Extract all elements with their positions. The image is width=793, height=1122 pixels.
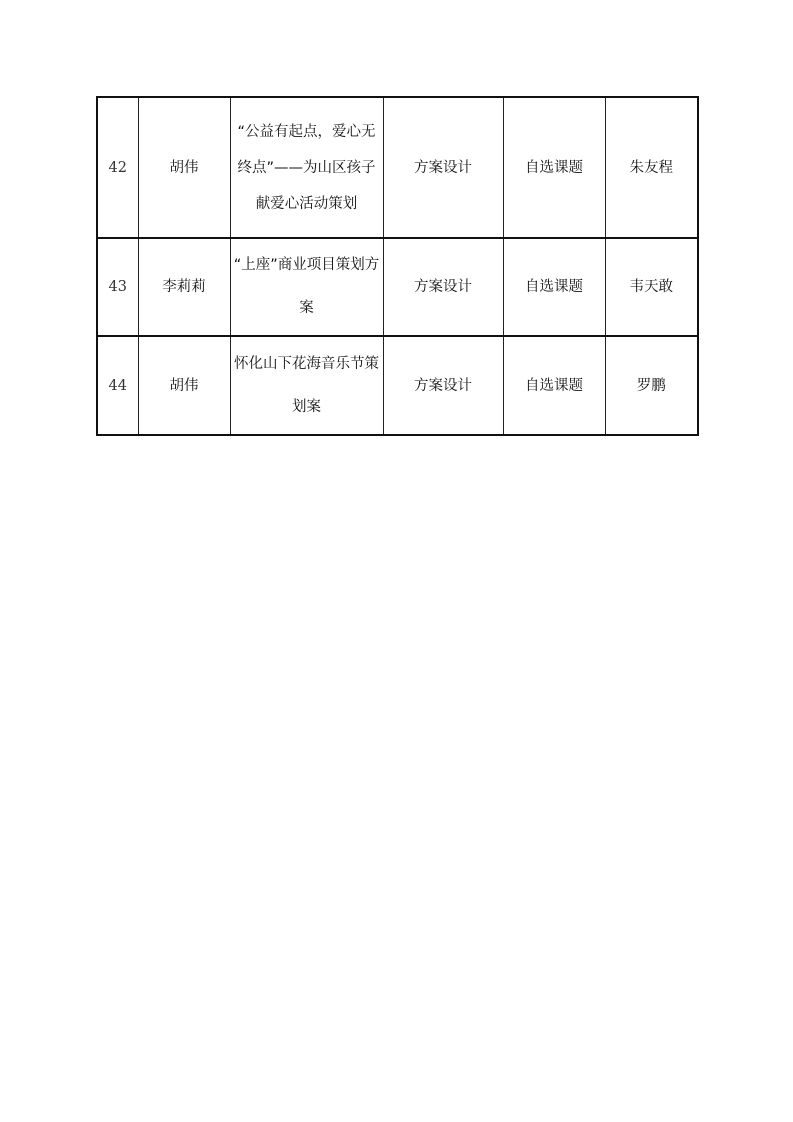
project-title-cell bbox=[230, 336, 383, 435]
project-title-text: “公益有起点，爱心无终点”——为山区孩子献爱心活动策划 bbox=[237, 123, 376, 212]
row-number-cell: 44 bbox=[97, 336, 138, 435]
table-row bbox=[97, 97, 698, 238]
project-title-cell bbox=[230, 238, 383, 336]
advisor-name-cell: 韦天敢 bbox=[605, 238, 698, 336]
student-name-cell: 李莉莉 bbox=[138, 238, 230, 336]
document-table-container bbox=[96, 96, 697, 436]
row-number-cell: 43 bbox=[97, 238, 138, 336]
topic-source-cell: 自选课题 bbox=[503, 97, 605, 238]
student-name-cell: 胡伟 bbox=[138, 97, 230, 238]
row-number-cell: 42 bbox=[97, 97, 138, 238]
topic-source-cell: 自选课题 bbox=[503, 336, 605, 435]
student-name-cell: 胡伟 bbox=[138, 336, 230, 435]
project-type-cell: 方案设计 bbox=[383, 97, 503, 238]
project-title-text: 怀化山下花海音乐节策划案 bbox=[234, 355, 379, 415]
project-title-text: “上座”商业项目策划方案 bbox=[233, 257, 380, 316]
table-row bbox=[97, 238, 698, 336]
advisor-name-cell: 罗鹏 bbox=[605, 336, 698, 435]
thesis-topic-table bbox=[96, 96, 699, 436]
project-title-cell bbox=[230, 97, 383, 238]
table-row bbox=[97, 336, 698, 435]
topic-source-cell: 自选课题 bbox=[503, 238, 605, 336]
advisor-name-cell: 朱友程 bbox=[605, 97, 698, 238]
project-type-cell: 方案设计 bbox=[383, 336, 503, 435]
project-type-cell: 方案设计 bbox=[383, 238, 503, 336]
